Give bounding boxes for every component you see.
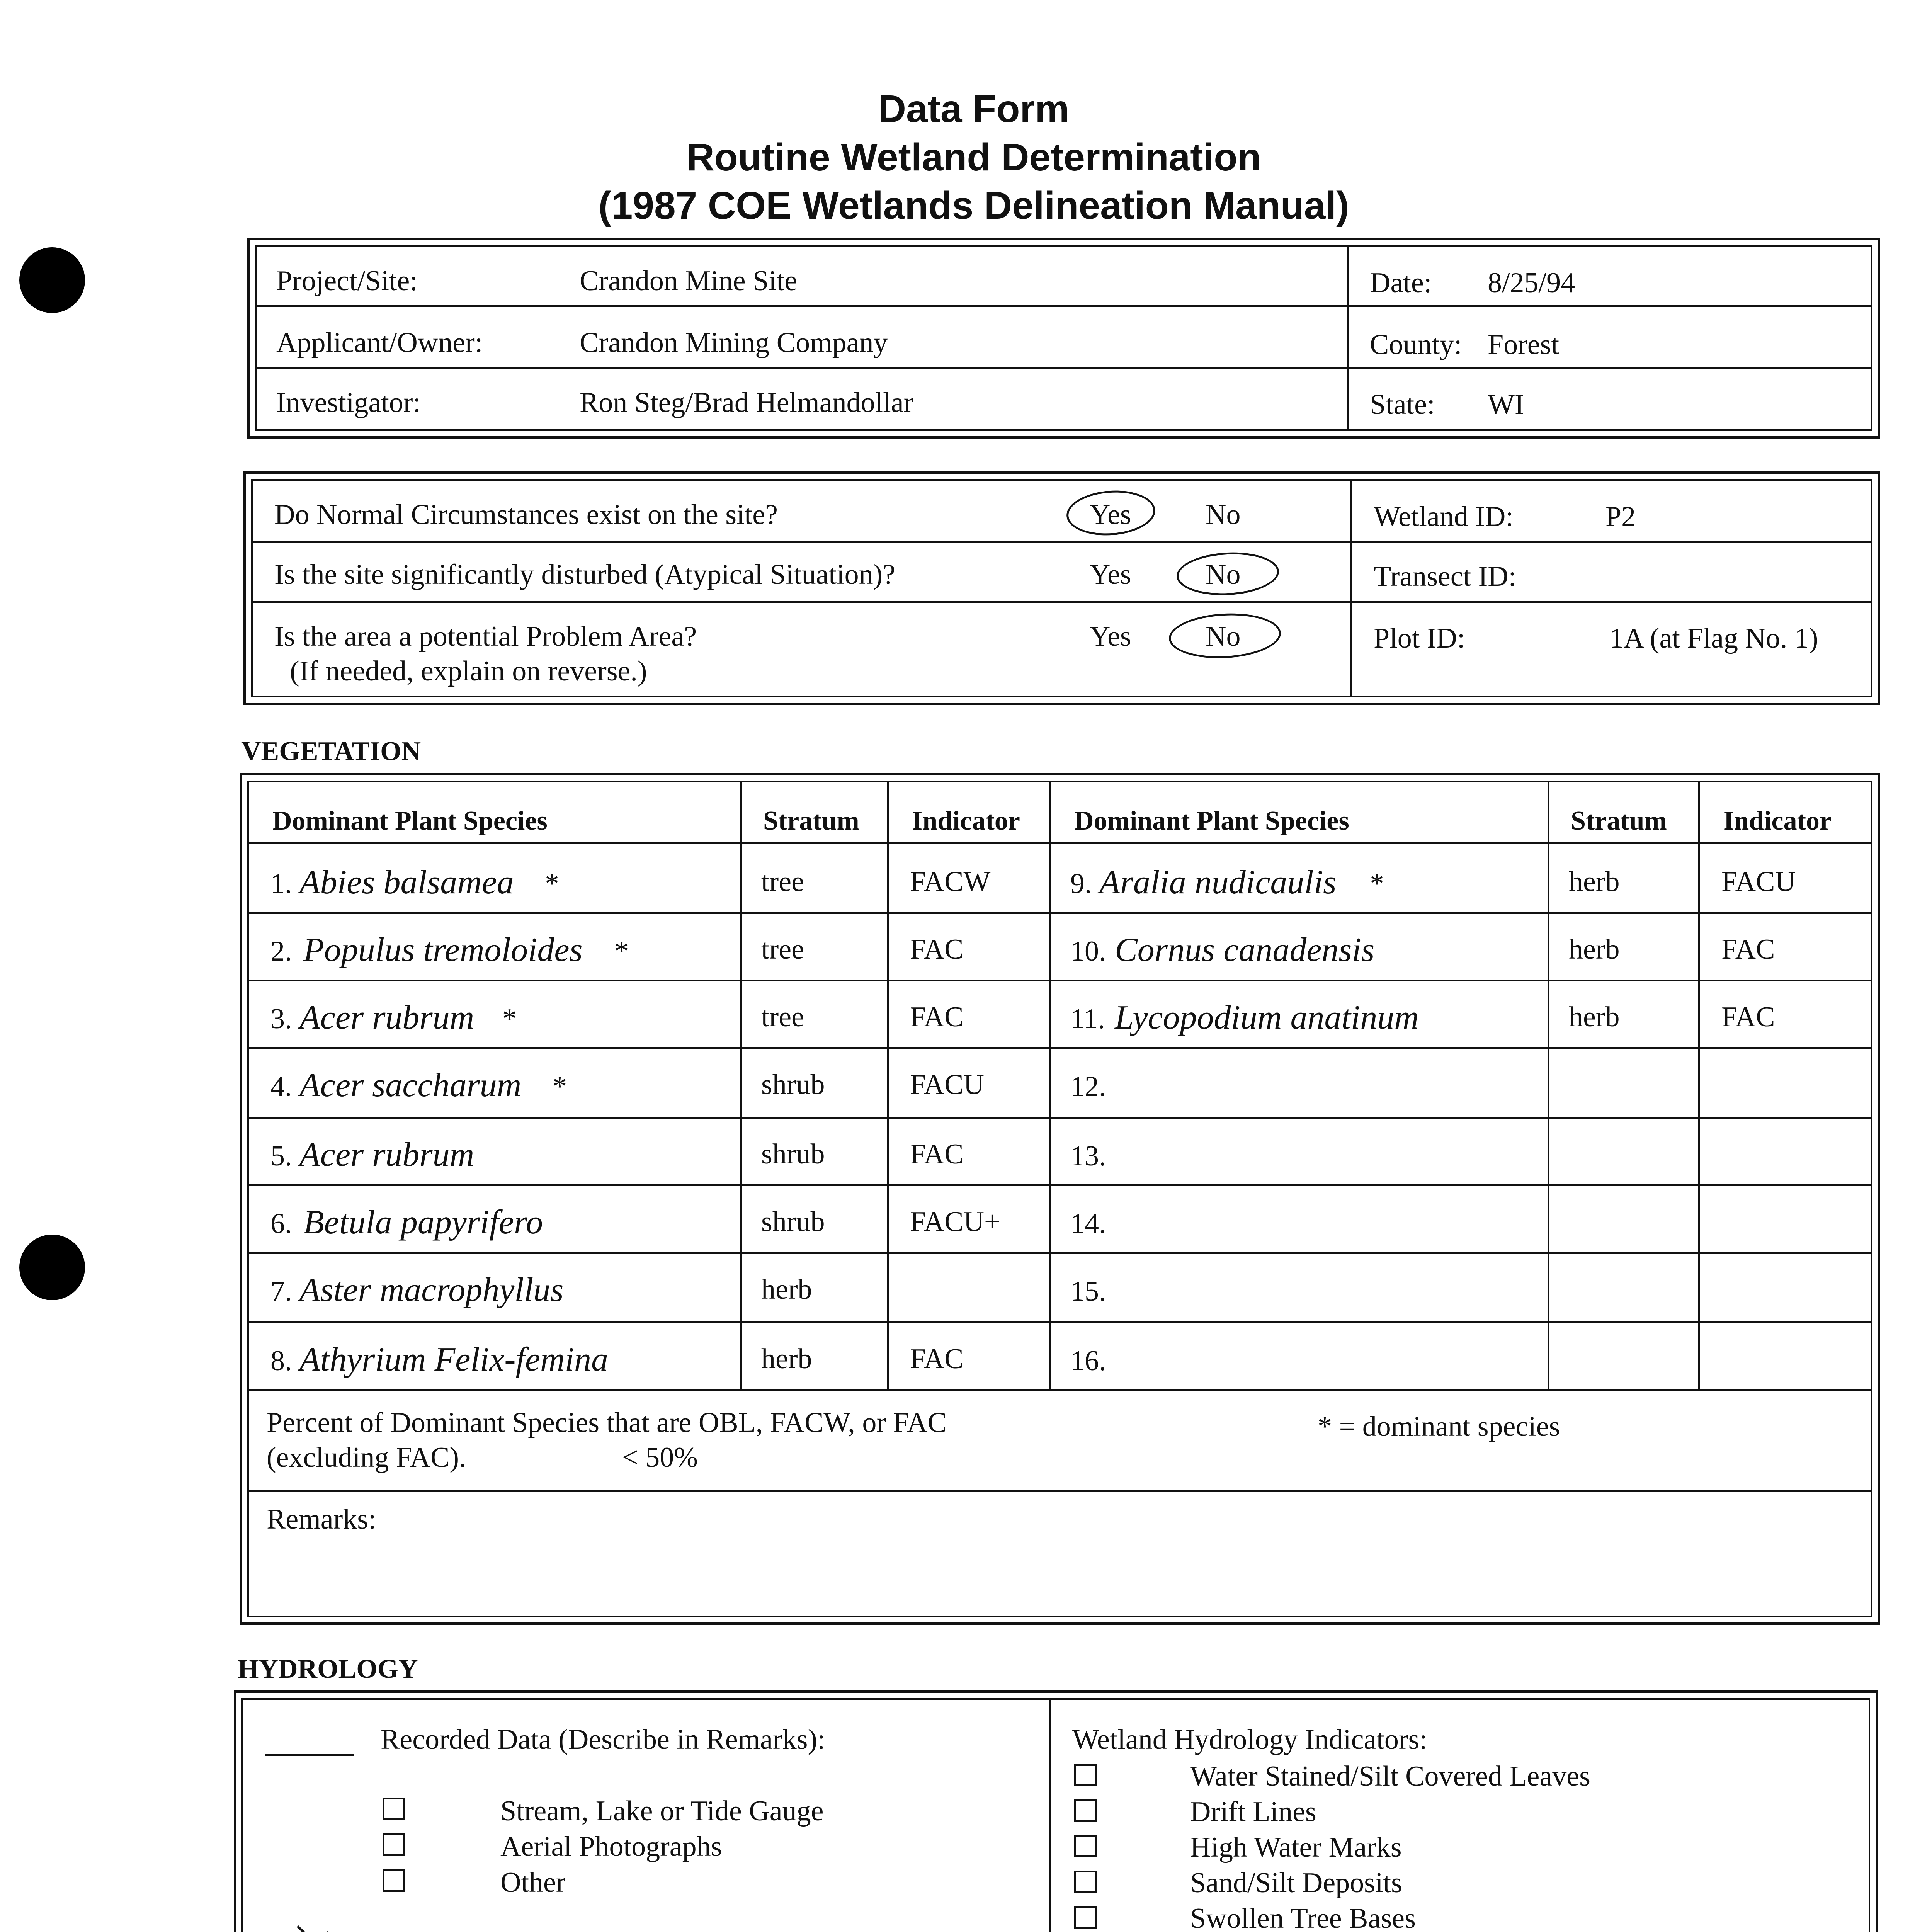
stratum: herb [761,1343,812,1375]
project-site-value: Crandon Mine Site [580,265,798,297]
county-value: Forest [1488,329,1559,361]
stratum: herb [1569,866,1620,898]
stratum: tree [761,866,804,898]
indicator: FAC [910,1138,964,1170]
form-manual-reference: (1987 COE Wetlands Delineation Manual) [598,184,1349,227]
state-value: WI [1488,389,1524,420]
water-stained-leaves-checkbox[interactable] [1074,1764,1097,1786]
percent-excluding-label: (excluding FAC). [267,1442,466,1473]
row-number: 9. [1070,868,1092,900]
row-number: 10. [1070,935,1106,967]
species-name: Acer rubrum [299,999,474,1036]
row-number: 3. [270,1003,292,1035]
problem-area-note: (If needed, explain on reverse.) [290,655,647,687]
species-name: Aster macrophyllus [299,1271,564,1309]
q1-yes-option[interactable]: Yes [1090,499,1131,531]
drift-lines-checkbox[interactable] [1074,1799,1097,1822]
problem-area-question: Is the area a potential Problem Area? [274,621,697,652]
stratum: shrub [761,1069,825,1100]
stratum: herb [761,1274,812,1305]
transect-id-label: Transect ID: [1374,561,1517,592]
right-col-indicator-header: Indicator [1723,806,1832,836]
indicator: FACU+ [910,1206,1000,1238]
right-row-15-number: 15. [1070,1276,1106,1307]
stratum: tree [761,1001,804,1033]
applicant-owner-value: Crandon Mining Company [580,327,888,359]
q2-no-option[interactable]: No [1206,559,1241,590]
species-name: Cornus canadensis [1115,931,1375,969]
left-col-indicator-header: Indicator [912,806,1020,836]
species-name: Lycopodium anatinum [1115,999,1419,1036]
plot-id-label: Plot ID: [1374,622,1465,654]
normal-circumstances-question: Do Normal Circumstances exist on the site? [274,499,778,531]
high-water-marks-label: High Water Marks [1190,1832,1402,1863]
swollen-tree-bases-label: Swollen Tree Bases [1190,1903,1416,1932]
species-name: Abies balsamea [299,864,514,901]
state-label: State: [1370,389,1435,420]
wetland-id-value: P2 [1605,501,1636,532]
hydrology-indicators-title: Wetland Hydrology Indicators: [1072,1724,1427,1755]
row-number: 4. [270,1071,292,1102]
species-name: Populus tremoloides [303,931,583,969]
row-number: 5. [270,1140,292,1172]
species-name: Acer saccharum [299,1066,522,1104]
dominant-star: * [502,1003,517,1035]
wetland-id-label: Wetland ID: [1374,501,1514,532]
left-col-stratum-header: Stratum [763,806,859,836]
row-number: 8. [270,1345,292,1377]
other-checkbox[interactable] [383,1869,405,1892]
indicator: FACU [910,1069,984,1100]
project-site-label: Project/Site: [276,265,418,297]
species-name: Aralia nudicaulis [1099,864,1337,901]
q3-no-option[interactable]: No [1206,621,1241,652]
date-value: 8/25/94 [1488,267,1575,299]
form-subtitle: Routine Wetland Determination [686,136,1261,179]
stratum: herb [1569,934,1620,965]
vegetation-section-title: VEGETATION [242,736,421,766]
vegetation-remarks-label: Remarks: [267,1503,376,1535]
investigator-label: Investigator: [276,387,421,418]
right-row-14-number: 14. [1070,1208,1106,1240]
right-row-12-number: 12. [1070,1071,1106,1102]
stratum: shrub [761,1206,825,1238]
row-number: 11. [1070,1003,1105,1035]
plot-id-value: 1A (at Flag No. 1) [1609,622,1818,654]
indicator: FAC [1721,934,1775,965]
row-number: 7. [270,1276,292,1307]
county-label: County: [1370,329,1462,361]
q2-yes-option[interactable]: Yes [1090,559,1131,590]
right-col-species-header: Dominant Plant Species [1074,806,1349,836]
applicant-owner-label: Applicant/Owner: [276,327,483,359]
date-label: Date: [1370,267,1432,299]
form-title: Data Form [878,87,1070,131]
indicator: FACW [910,866,991,898]
high-water-marks-checkbox[interactable] [1074,1835,1097,1857]
water-stained-leaves-label: Water Stained/Silt Covered Leaves [1190,1760,1590,1792]
recorded-data-blank-line [265,1754,354,1756]
indicator: FAC [910,934,964,965]
indicator: FACU [1721,866,1796,898]
no-recorded-data-checkmark[interactable] [261,1922,361,1932]
stratum: tree [761,934,804,965]
q1-no-option[interactable]: No [1206,499,1241,531]
dominant-species-note: * = dominant species [1318,1411,1560,1442]
sand-silt-deposits-checkbox[interactable] [1074,1871,1097,1893]
right-col-stratum-header: Stratum [1571,806,1667,836]
aerial-photographs-checkbox[interactable] [383,1833,405,1856]
indicator: FAC [1721,1001,1775,1033]
disturbed-question: Is the site significantly disturbed (Atypical Situation)? [274,559,896,590]
row-number: 6. [270,1208,292,1240]
investigator-value: Ron Steg/Brad Helmandollar [580,387,913,418]
sand-silt-deposits-label: Sand/Silt Deposits [1190,1867,1402,1899]
q3-yes-option[interactable]: Yes [1090,621,1131,652]
percent-dominant-label: Percent of Dominant Species that are OBL, FACW, or FAC [267,1407,947,1439]
stratum: herb [1569,1001,1620,1033]
species-name: Athyrium Felix-femina [299,1341,609,1378]
dominant-star: * [553,1071,567,1102]
dominant-star: * [1370,868,1384,900]
dominant-star: * [545,868,559,900]
dominant-star: * [614,935,629,967]
indicator: FAC [910,1343,964,1375]
percent-value: < 50% [622,1442,698,1473]
indicator: FAC [910,1001,964,1033]
stream-gauge-label: Stream, Lake or Tide Gauge [500,1795,824,1827]
swollen-tree-bases-checkbox[interactable] [1074,1906,1097,1929]
row-number: 2. [270,935,292,967]
stream-gauge-checkbox[interactable] [383,1798,405,1820]
recorded-data-label: Recorded Data (Describe in Remarks): [381,1724,825,1755]
aerial-photographs-label: Aerial Photographs [500,1831,722,1862]
drift-lines-label: Drift Lines [1190,1796,1316,1828]
species-name: Betula papyrifero [303,1204,543,1241]
right-row-13-number: 13. [1070,1140,1106,1172]
row-number: 1. [270,868,292,900]
binder-hole-middle [19,1235,85,1300]
binder-hole-top [19,247,85,313]
left-col-species-header: Dominant Plant Species [272,806,548,836]
hydrology-section-title: HYDROLOGY [238,1654,418,1684]
right-row-16-number: 16. [1070,1345,1106,1377]
stratum: shrub [761,1138,825,1170]
other-label: Other [500,1867,566,1898]
species-name: Acer rubrum [299,1136,474,1173]
